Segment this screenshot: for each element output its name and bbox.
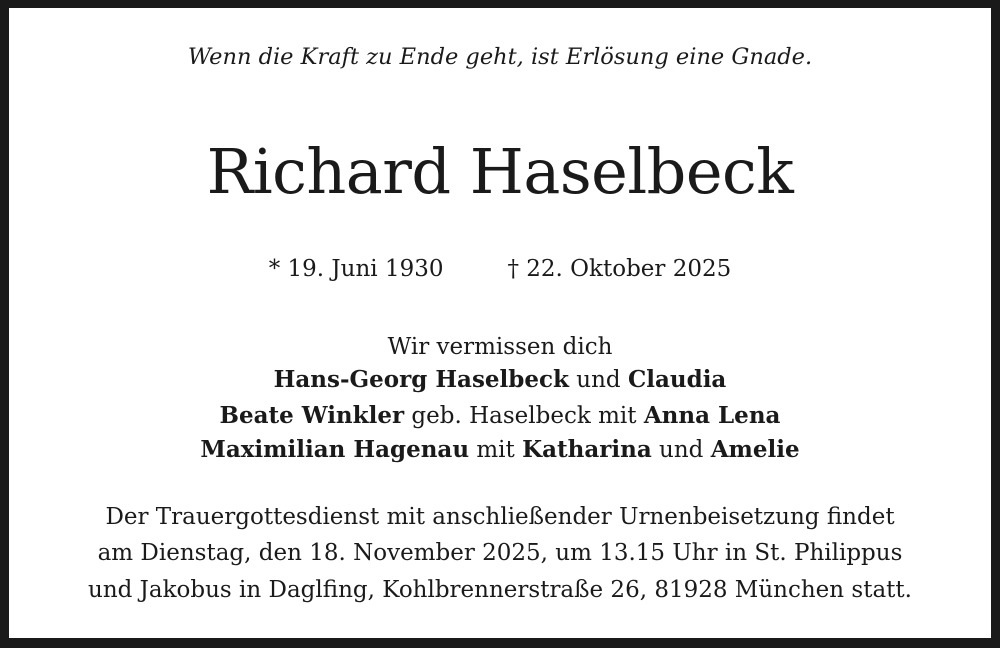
mourner-name: Beate Winkler (219, 402, 405, 429)
mourner-name: Anna Lena (643, 402, 781, 429)
mourner-name: Maximilian Hagenau (200, 436, 470, 463)
service-info-line: und Jakobus in Daglfing, Kohlbrennerstraße 26, 81928 München statt. (88, 577, 912, 603)
mourners-intro: Wir vermissen dich (387, 334, 613, 360)
service-info-line: Der Trauergottesdienst mit anschließender Urnenbeisetzung findet (105, 504, 895, 530)
death-date: † 22. Oktober 2025 (507, 256, 732, 282)
mourner-name: Katharina (522, 436, 652, 463)
mourner-connector: mit (469, 437, 523, 463)
mourners-line (0, 434, 1000, 466)
mourners-line (0, 400, 1000, 432)
mourner-name: Amelie (710, 436, 800, 463)
mourner-name: Hans-Georg Haselbeck (273, 366, 569, 393)
mourners-line (0, 364, 1000, 396)
deceased-name: Richard Haselbeck (206, 135, 794, 208)
mourner-connector: geb. Haselbeck mit (404, 403, 644, 429)
mourner-name: Claudia (627, 366, 727, 393)
motto-quote: Wenn die Kraft zu Ende geht, ist Erlösung eine Gnade. (187, 44, 813, 70)
life-dates (0, 251, 1000, 287)
mourner-connector: und (651, 437, 711, 463)
service-info-line: am Dienstag, den 18. November 2025, um 13.15 Uhr in St. Philippus (97, 540, 903, 566)
mourner-connector: und (568, 367, 628, 393)
birth-date: * 19. Juni 1930 (268, 256, 444, 282)
